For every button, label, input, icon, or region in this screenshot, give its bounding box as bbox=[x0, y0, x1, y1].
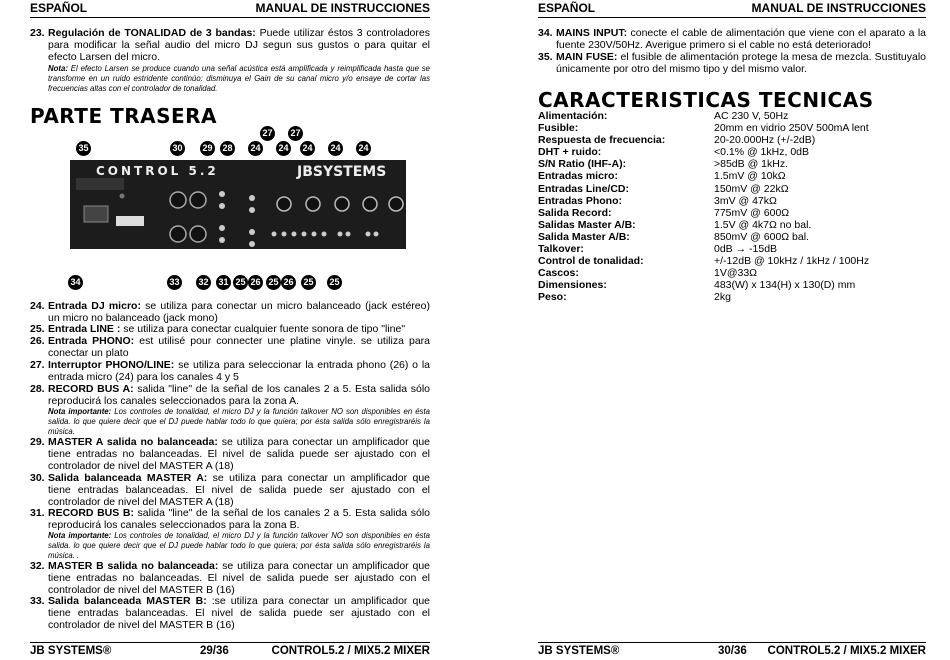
spec-row bbox=[538, 231, 926, 243]
spec-row bbox=[538, 243, 926, 255]
callout-number: 32 bbox=[196, 275, 211, 290]
footer-page-number: 30/36 bbox=[718, 645, 747, 657]
item-34 bbox=[538, 27, 926, 51]
note-label: Nota importante: bbox=[48, 531, 112, 540]
callout-number: 24 bbox=[356, 141, 371, 156]
item-number: 32. bbox=[30, 560, 45, 572]
item-26 bbox=[30, 335, 430, 359]
item-25 bbox=[30, 323, 430, 335]
item-text: el fusible de alimentación protege la mesa de mezcla. Sustituyalo únicamente por otro del mismo tipo y del mismo valor. bbox=[556, 51, 926, 75]
note-text: Los controles de tonalidad, el micro DJ y la función talkover NO son disponibles en ésta salida. lo que quiere decir que el DJ puede hablar todo lo que quiera; por ésta salida sólo enregistraréis la música. bbox=[48, 407, 430, 436]
callout-number: 25 bbox=[233, 275, 248, 290]
item-title: MAIN FUSE: bbox=[556, 51, 618, 63]
item-number: 24. bbox=[30, 300, 45, 312]
spec-value: 1.5V @ 4k7Ω no bal. bbox=[714, 218, 812, 231]
spec-row bbox=[538, 291, 926, 303]
rear-panel-image bbox=[70, 160, 406, 249]
callout-number: 28 bbox=[220, 141, 235, 156]
spec-row bbox=[538, 219, 926, 231]
spec-value: 20mm en vidrio 250V 500mA lent bbox=[714, 122, 869, 135]
spec-value: 150mV @ 22kΩ bbox=[714, 182, 789, 195]
footer-brand: JB SYSTEMS® bbox=[538, 645, 620, 657]
spec-label: Talkover: bbox=[538, 243, 584, 256]
item-text: se utiliza para conectar un amplificador que tiene entradas balanceadas. El nivel de salida puede ser ajustado con el controlador de nivel del MASTER A (18) bbox=[48, 472, 430, 508]
item-number: 33. bbox=[30, 595, 45, 607]
footer-product: CONTROL5.2 / MIX5.2 MIXER bbox=[767, 645, 926, 657]
note-label: Nota importante: bbox=[48, 407, 112, 416]
item-text: se utiliza para conectar cualquier fuente sonora de tipo "line" bbox=[120, 323, 406, 335]
page-footer bbox=[538, 642, 926, 660]
spec-value: +/-12dB @ 10kHz / 1kHz / 100Hz bbox=[714, 255, 870, 268]
callout-number: 24 bbox=[276, 141, 291, 156]
spec-row bbox=[538, 255, 926, 267]
item-29 bbox=[30, 436, 430, 472]
item-number: 35. bbox=[538, 51, 553, 63]
page-header bbox=[538, 0, 926, 18]
callout-number: 26 bbox=[248, 275, 263, 290]
item-text: se utiliza para conectar un micro balanceado (jack estéreo) un micro no balanceado (jack mono) bbox=[48, 300, 430, 324]
spec-label: Dimensiones: bbox=[538, 279, 607, 292]
spec-value: 0dB → -15dB bbox=[714, 243, 778, 256]
spec-row bbox=[538, 279, 926, 291]
spec-value: 775mV @ 600Ω bbox=[714, 206, 790, 219]
callout-number: 24 bbox=[300, 141, 315, 156]
spec-value: 20-20.000Hz (+/-2dB) bbox=[714, 134, 816, 147]
item-text: salida "line" de la señal de los canales 2 a 5. Esta salida sólo reproducirá los canales seleccionados para la zona A. bbox=[48, 383, 431, 407]
spec-label: Salida Record: bbox=[538, 206, 612, 219]
item-number: 26. bbox=[30, 335, 45, 347]
spec-row bbox=[538, 207, 926, 219]
page-footer bbox=[30, 642, 430, 660]
item-31-note bbox=[48, 531, 430, 561]
item-number: 27. bbox=[30, 359, 45, 371]
item-title: Salida balanceada MASTER B: bbox=[48, 595, 207, 607]
note-text: El efecto Larsen se produce cuando una señal acústica está amplificada y reimplificada hasta que se transforme en un ruido estridente continúo: disminuya el Gain de su canal micro y/o ensaye de cortar las frecuencias altas con el controlador de tonalidad. bbox=[48, 64, 430, 93]
callout-number: 31 bbox=[216, 275, 231, 290]
item-30 bbox=[30, 472, 430, 508]
callout-number: 25 bbox=[327, 275, 342, 290]
spec-value: 1V@33Ω bbox=[714, 267, 758, 280]
callout-number: 30 bbox=[170, 141, 185, 156]
item-33 bbox=[30, 595, 430, 631]
footer-brand: JB SYSTEMS® bbox=[30, 645, 112, 657]
item-text: se utiliza para conectar un amplificador que tiene entradas no balanceadas. El nivel de salida puede ser ajustado con el controlador de nivel del MASTER B (16) bbox=[48, 560, 430, 596]
page-header bbox=[30, 0, 430, 18]
spec-label: Entradas Phono: bbox=[538, 194, 623, 207]
specs-table bbox=[538, 110, 926, 304]
item-24 bbox=[30, 300, 430, 324]
item-number: 29. bbox=[30, 436, 45, 448]
spec-row bbox=[538, 170, 926, 182]
spec-row bbox=[538, 158, 926, 170]
spec-label: Peso: bbox=[538, 291, 567, 304]
item-text: se utiliza para seleccionar la entrada phono (26) o la entrada micro (24) para los canales 4 y 5 bbox=[48, 359, 430, 383]
item-title: Entrada PHONO: bbox=[48, 335, 135, 347]
item-text: salida "line" de la señal de los canales 2 a 5. Esta salida sólo reproducirá los canales seleccionados para la zona B. bbox=[48, 507, 430, 531]
item-text: est utilisé pour connecter une platine vinyle. se utiliza para conectar un plato bbox=[48, 335, 431, 359]
spec-value: >85dB @ 1kHz. bbox=[714, 158, 788, 171]
spec-row bbox=[538, 146, 926, 158]
spec-row bbox=[538, 134, 926, 146]
spec-label: Salida Master A/B: bbox=[538, 230, 630, 243]
panel-brand: JBSYSTEMS bbox=[297, 164, 387, 180]
spec-value: 2kg bbox=[714, 291, 731, 304]
item-number: 31. bbox=[30, 507, 45, 519]
item-number: 28. bbox=[30, 383, 45, 395]
section-title: PARTE TRASERA bbox=[30, 104, 218, 128]
callout-number: 24 bbox=[248, 141, 263, 156]
callout-number: 35 bbox=[76, 141, 91, 156]
item-title: Entrada LINE : bbox=[48, 323, 121, 335]
spec-label: Control de tonalidad: bbox=[538, 255, 644, 268]
callout-number: 27 bbox=[260, 126, 275, 141]
note-label: Nota: bbox=[48, 64, 68, 73]
item-number: 34. bbox=[538, 27, 553, 39]
spec-value: 850mV @ 600Ω bal. bbox=[714, 230, 809, 243]
spec-row bbox=[538, 267, 926, 279]
item-title: Salida balanceada MASTER A: bbox=[48, 472, 208, 484]
header-manual-title: MANUAL DE INSTRUCCIONES bbox=[751, 1, 926, 15]
spec-row bbox=[538, 122, 926, 134]
item-title: Entrada DJ micro: bbox=[48, 300, 141, 312]
callout-number: 27 bbox=[288, 126, 303, 141]
panel-model: CONTROL 5.2 bbox=[96, 164, 219, 178]
spec-label: Entradas micro: bbox=[538, 170, 618, 183]
left-page bbox=[30, 0, 430, 659]
header-manual-title: MANUAL DE INSTRUCCIONES bbox=[255, 1, 430, 15]
callout-number: 29 bbox=[200, 141, 215, 156]
footer-page-number: 29/36 bbox=[200, 645, 229, 657]
item-title: MASTER B salida no balanceada: bbox=[48, 560, 219, 572]
callout-number: 25 bbox=[266, 275, 281, 290]
item-31 bbox=[30, 507, 430, 531]
spec-row bbox=[538, 183, 926, 195]
item-title: MAINS INPUT: bbox=[556, 27, 628, 39]
rear-panel-diagram bbox=[30, 128, 420, 296]
header-language: ESPAÑOL bbox=[30, 1, 88, 15]
spec-label: Alimentación: bbox=[538, 110, 608, 122]
section-title: CARACTERISTICAS TECNICAS bbox=[538, 88, 874, 112]
item-32 bbox=[30, 560, 430, 596]
spec-label: Entradas Line/CD: bbox=[538, 182, 630, 195]
spec-label: Respuesta de frecuencia: bbox=[538, 134, 666, 147]
spec-value: <0.1% @ 1kHz, 0dB bbox=[714, 146, 809, 159]
spec-label: S/N Ratio (IHF-A): bbox=[538, 158, 627, 171]
item-23-note bbox=[48, 64, 430, 94]
spec-label: Salidas Master A/B: bbox=[538, 218, 636, 231]
item-number: 23. bbox=[30, 27, 45, 39]
item-title: Interruptor PHONO/LINE: bbox=[48, 359, 175, 371]
callout-number: 24 bbox=[328, 141, 343, 156]
note-text: Los controles de tonalidad, el micro DJ y la función talkover NO son disponibles en ésta salida. lo que quiere decir que el DJ puede hablar todo lo que quiera; por ésta salida sólo enregistraréis la música. . bbox=[48, 531, 430, 560]
item-28-note bbox=[48, 407, 430, 437]
item-27 bbox=[30, 359, 430, 383]
spec-value: 3mV @ 47kΩ bbox=[714, 194, 777, 207]
footer-product: CONTROL5.2 / MIX5.2 MIXER bbox=[271, 645, 430, 657]
callout-number: 26 bbox=[281, 275, 296, 290]
item-text: conecte el cable de alimentación que viene con el aparato a la fuente 230V/50Hz. Averigue primero si el cable no está deteriorado! bbox=[556, 27, 926, 51]
item-title: RECORD BUS B: bbox=[48, 507, 134, 519]
spec-value: 483(W) x 134(H) x 130(D) mm bbox=[714, 279, 856, 292]
spec-row bbox=[538, 195, 926, 207]
item-35 bbox=[538, 51, 926, 75]
item-text: se utiliza para conectar un amplificador que tiene entradas no balanceadas. El nivel de salida puede ser ajustado con el controlador de nivel del MASTER A (18) bbox=[48, 436, 431, 472]
item-23 bbox=[30, 27, 430, 63]
spec-label: DHT + ruido: bbox=[538, 146, 602, 159]
item-title: MASTER A salida no balanceada: bbox=[48, 436, 218, 448]
callout-number: 25 bbox=[301, 275, 316, 290]
right-page bbox=[538, 0, 926, 659]
item-text: Puede utilizar éstos 3 controladores para modificar la señal audio del micro DJ segun sus gustos o para quitar el efecto Larsen del micro. bbox=[48, 27, 430, 63]
spec-label: Cascos: bbox=[538, 267, 579, 280]
item-number: 25. bbox=[30, 323, 45, 335]
callout-number: 34 bbox=[68, 275, 83, 290]
item-title: Regulación de TONALIDAD de 3 bandas: bbox=[48, 27, 256, 39]
spec-row bbox=[538, 110, 926, 122]
spec-label: Fusible: bbox=[538, 122, 579, 135]
spec-value: 1.5mV @ 10kΩ bbox=[714, 170, 786, 183]
header-language: ESPAÑOL bbox=[538, 1, 596, 15]
item-text: :se utiliza para conectar un amplificador que tiene entradas balanceadas. El nivel de salida puede ser ajustado con el controlador de nivel del MASTER B (16) bbox=[48, 595, 430, 631]
item-title: RECORD BUS A: bbox=[48, 383, 134, 395]
callout-number: 33 bbox=[167, 275, 182, 290]
item-number: 30. bbox=[30, 472, 45, 484]
item-28 bbox=[30, 383, 430, 407]
spec-value: AC 230 V, 50Hz bbox=[714, 110, 789, 122]
